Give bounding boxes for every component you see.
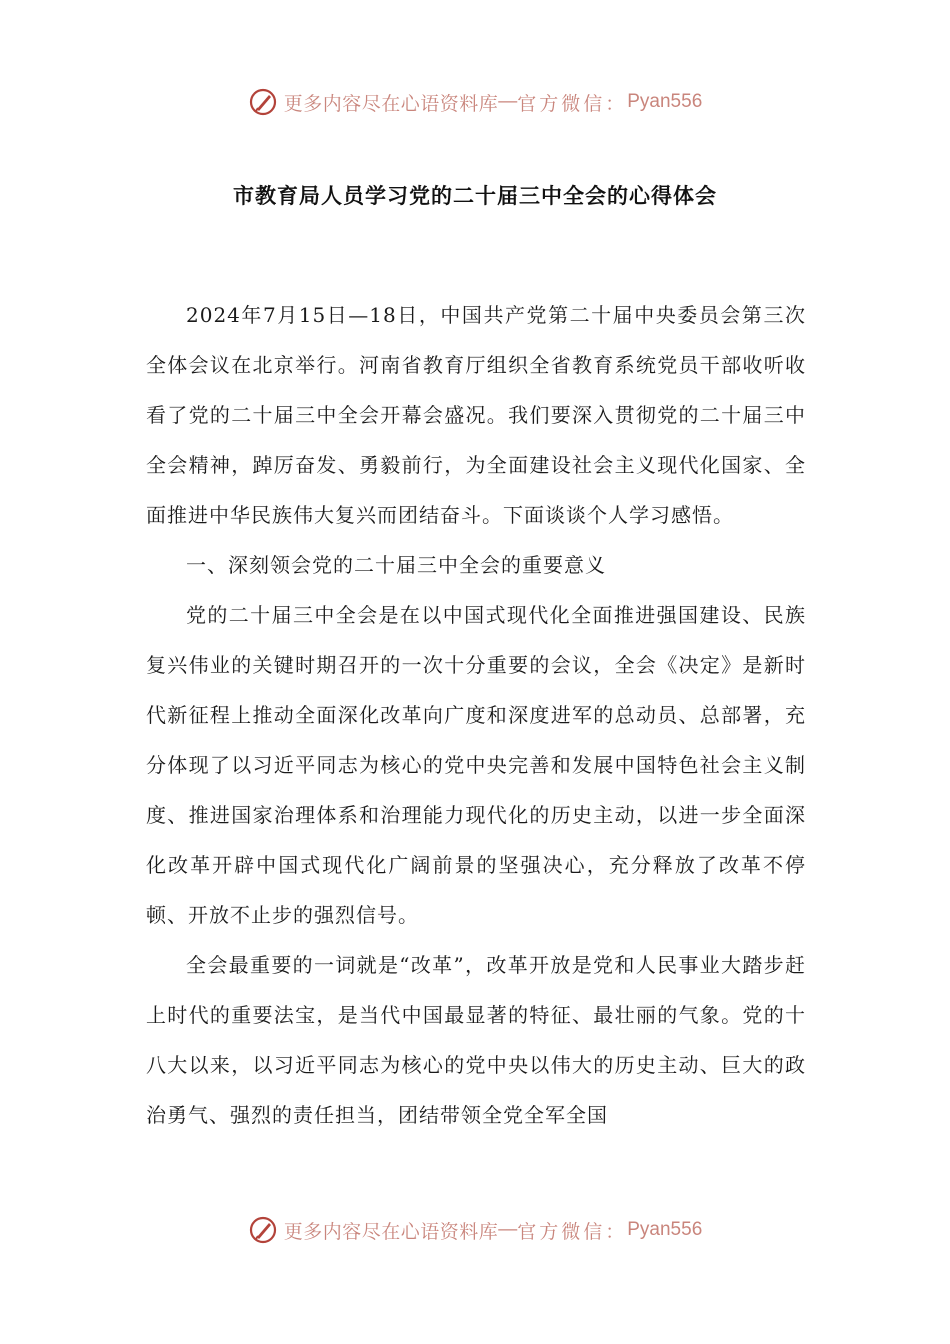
paragraph-intro: 2024年7月15日—18日，中国共产党第二十届中央委员会第三次全体会议在北京举行。河南省教育厅组织全省教育系统党员干部收听收看了党的二十届三中全会开幕会盛况。我们要深入贯彻党的二十届三中全会精神，踔厉奋发、勇毅前行，为全面建设社会主义现代化国家、全面推进中华民族伟大复兴而团结奋斗。下面谈谈个人学习感悟。 — [146, 303, 806, 527]
paragraph-reform: 全会最重要的一词就是“改革”，改革开放是党和人民事业大踏步赶上时代的重要法宝，是当代中国最显著的特征、最壮丽的气象。党的十八大以来，以习近平同志为核心的党中央以伟大的历史主动、巨大的政治勇气、强烈的责任担当，团结带领全党全军全国 — [146, 953, 806, 1127]
watermark-account-id: Pyan556 — [627, 91, 703, 112]
watermark-account-id: Pyan556 — [627, 1219, 703, 1240]
quill-logo-icon — [248, 1215, 278, 1245]
header-watermark — [0, 82, 950, 122]
quill-logo-icon — [248, 87, 278, 117]
document-title: 市教育局人员学习党的二十届三中全会的心得体会 — [233, 184, 717, 208]
watermark-dash: — — [498, 1219, 518, 1240]
watermark-official-label: 官方微信： — [517, 92, 628, 115]
document-body — [146, 290, 806, 1140]
section-heading-1: 一、深刻领会党的二十届三中全会的重要意义 — [186, 553, 606, 577]
watermark-main-text: 更多内容尽在心语资料库 — [283, 92, 499, 115]
watermark-main-text: 更多内容尽在心语资料库 — [283, 1220, 499, 1243]
paragraph-significance: 党的二十届三中全会是在以中国式现代化全面推进强国建设、民族复兴伟业的关键时期召开的一次十分重要的会议，全会《决定》是新时代新征程上推动全面深化改革向广度和深度进军的总动员、总部署，充分体现了以习近平同志为核心的党中央完善和发展中国特色社会主义制度、推进国家治理体系和治理能力现代化的历史主动，以进一步全面深化改革开辟中国式现代化广阔前景的坚强决心，充分释放了改革不停顿、开放不止步的强烈信号。 — [146, 603, 806, 927]
watermark-dash: — — [498, 91, 518, 112]
footer-watermark — [0, 1210, 950, 1250]
watermark-official-label: 官方微信： — [517, 1220, 628, 1243]
